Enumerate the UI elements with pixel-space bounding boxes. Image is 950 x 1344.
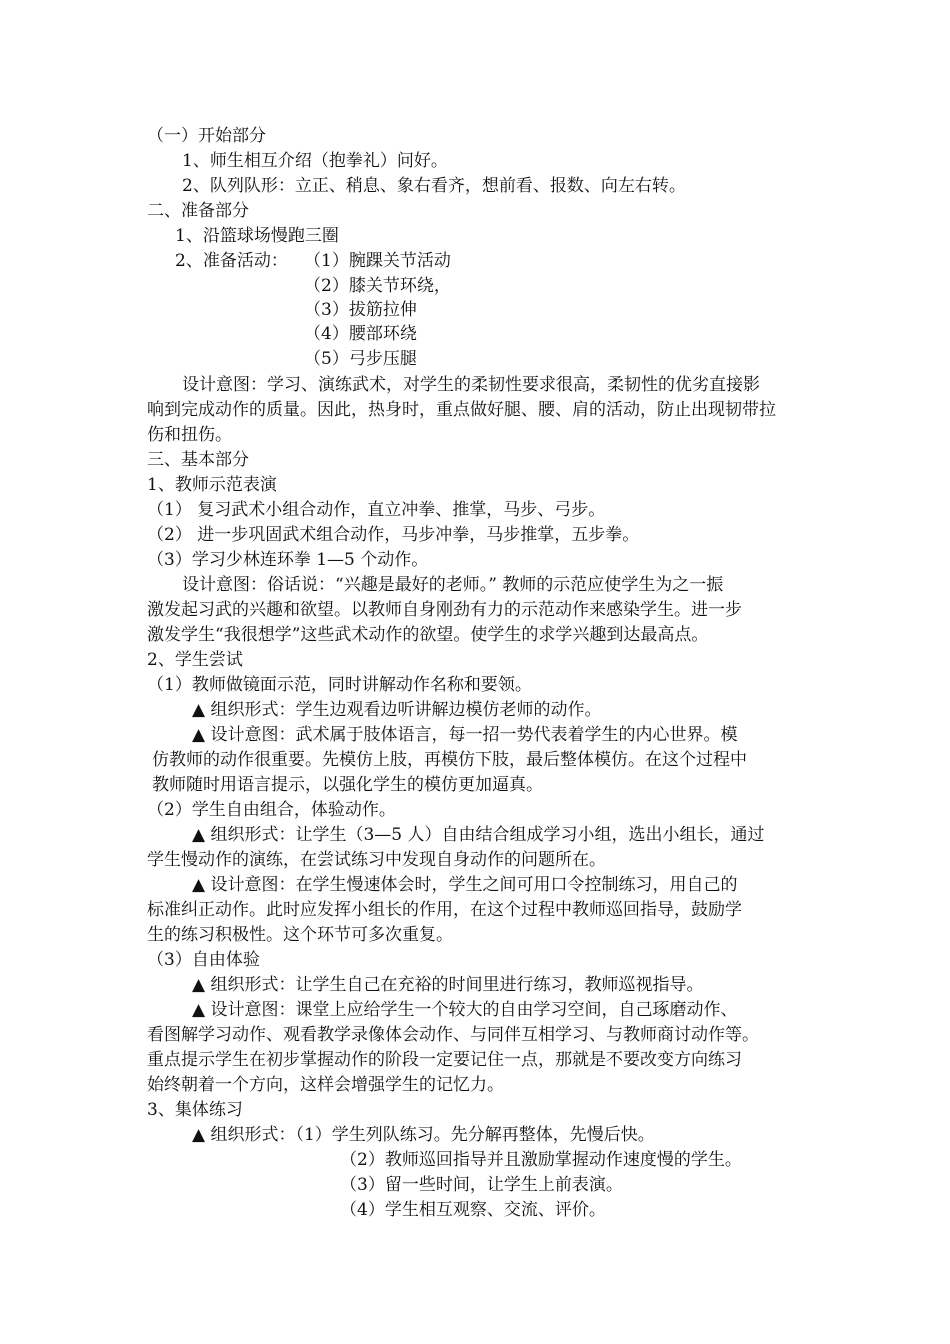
list-item: （1）教师做镜面示范，同时讲解动作名称和要领。 [147, 675, 532, 695]
text-line: ▲ 设计意图：武术属于肢体语言，每一招一势代表着学生的内心世界。模 [192, 725, 738, 745]
text-line: ▲ 组织形式：让学生自己在充裕的时间里进行练习，教师巡视指导。 [192, 975, 704, 995]
text-line: 2、队列队形：立正、稍息、象右看齐，想前看、报数、向左右转。 [182, 176, 686, 196]
list-item: （3）留一些时间，让学生上前表演。 [340, 1175, 623, 1195]
list-item: （1） 复习武术小组合动作，直立冲拳、推掌，马步、弓步。 [147, 500, 606, 520]
text-line: 看图解学习动作、观看教学录像体会动作、与同伴互相学习、与教师商讨动作等。 [147, 1025, 759, 1045]
text-line: 标准纠正动作。此时应发挥小组长的作用，在这个过程中教师巡回指导，鼓励学 [147, 900, 742, 920]
text-line: ▲ 组织形式：学生边观看边听讲解边模仿老师的动作。 [192, 700, 602, 720]
text-line: 学生慢动作的演练，在尝试练习中发现自身动作的问题所在。 [147, 850, 606, 870]
list-item: （5）弓步压腿 [304, 349, 417, 369]
list-item: （2）膝关节环绕， [304, 276, 451, 296]
list-item: （1）腕踝关节活动 [304, 251, 451, 271]
text-line: 教师随时用语言提示，以强化学生的模仿更加逼真。 [152, 775, 543, 795]
list-item: （2）教师巡回指导并且激励掌握动作速度慢的学生。 [340, 1150, 742, 1170]
section-heading: 二、准备部分 [147, 201, 249, 221]
text-line: 设计意图：学习、演练武术，对学生的柔韧性要求很高，柔韧性的优劣直接影 [182, 375, 760, 395]
list-item: （3）学习少林连环拳 1—5 个动作。 [147, 550, 429, 570]
text-line: 设计意图：俗话说：“兴趣是最好的老师。” 教师的示范应使学生为之一振 [182, 575, 724, 595]
subsection-heading: 2、学生尝试 [147, 650, 243, 670]
list-item: （2）学生自由组合，体验动作。 [147, 800, 396, 820]
section-heading: （一）开始部分 [147, 126, 266, 146]
text-line: 激发起习武的兴趣和欲望。以教师自身刚劲有力的示范动作来感染学生。进一步 [147, 600, 742, 620]
text-line: 始终朝着一个方向，这样会增强学生的记忆力。 [147, 1075, 504, 1095]
text-line: 1、沿篮球场慢跑三圈 [175, 226, 339, 246]
text-line: 响到完成动作的质量。因此，热身时，重点做好腿、腰、肩的活动，防止出现韧带拉 [147, 400, 776, 420]
list-item: （2） 进一步巩固武术组合动作，马步冲拳，马步推掌，五步拳。 [147, 525, 640, 545]
text-line: 伤和扭伤。 [147, 425, 232, 445]
list-item: （4）学生相互观察、交流、评价。 [340, 1200, 606, 1220]
text-line: 2、准备活动： [175, 251, 288, 271]
list-item: （3）拔筋拉伸 [304, 300, 417, 320]
text-line: ▲ 组织形式：让学生（3—5 人）自由结合组成学习小组，选出小组长，通过 [192, 825, 765, 845]
list-item: （3）自由体验 [147, 950, 260, 970]
text-line: ▲ 设计意图：课堂上应给学生一个较大的自由学习空间，自己琢磨动作、 [192, 1000, 738, 1020]
text-line: 生的练习积极性。这个环节可多次重复。 [147, 925, 453, 945]
subsection-heading: 3、集体练习 [147, 1100, 243, 1120]
text-line: 1、师生相互介绍（抱拳礼）问好。 [182, 151, 448, 171]
list-item: （4）腰部环绕 [304, 324, 417, 344]
text-line: ▲ 组织形式：（1）学生列队练习。先分解再整体，先慢后快。 [192, 1125, 655, 1145]
text-line: 激发学生“我很想学”这些武术动作的欲望。使学生的求学兴趣到达最高点。 [147, 625, 709, 645]
text-line: ▲ 设计意图：在学生慢速体会时，学生之间可用口令控制练习，用自己的 [192, 875, 738, 895]
text-line: 仿教师的动作很重要。先模仿上肢，再模仿下肢，最后整体模仿。在这个过程中 [152, 750, 747, 770]
text-line: 重点提示学生在初步掌握动作的阶段一定要记住一点，那就是不要改变方向练习 [147, 1050, 742, 1070]
subsection-heading: 1、教师示范表演 [147, 475, 277, 495]
section-heading: 三、基本部分 [147, 450, 249, 470]
